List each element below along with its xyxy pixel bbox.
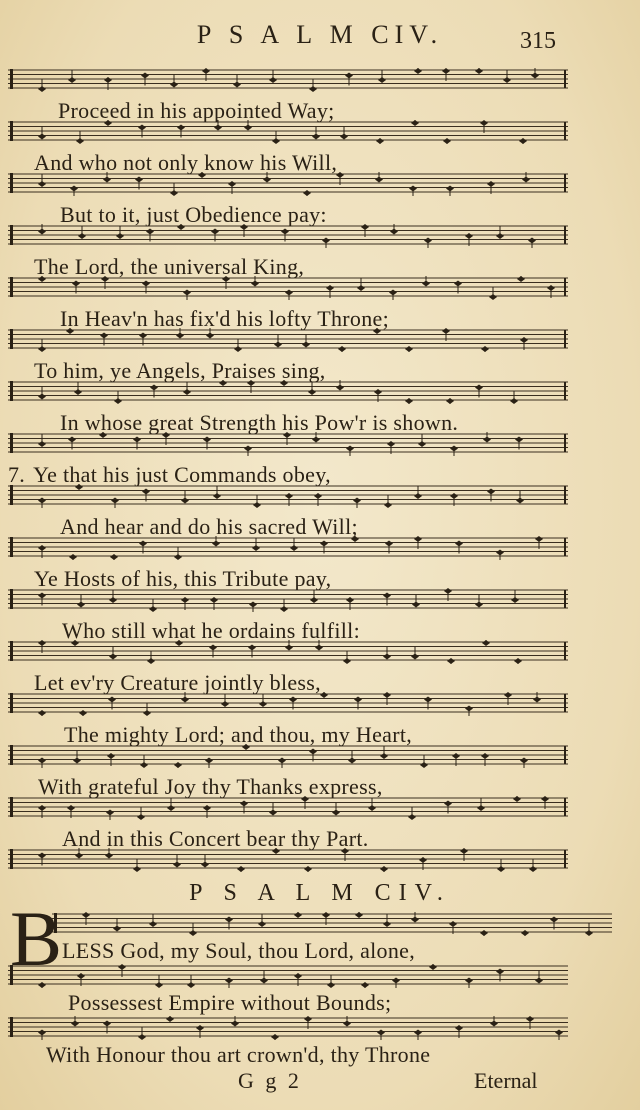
clef-mark [10, 329, 13, 349]
clef-mark [10, 849, 13, 869]
clef-mark [10, 225, 13, 245]
lyric-line [8, 462, 331, 488]
lyric-line [64, 722, 412, 748]
clef-mark [10, 69, 13, 89]
lyric-line [60, 202, 327, 228]
lyric-text: Proceed in his appointed Way; [58, 98, 335, 123]
clef-mark [10, 641, 13, 661]
lyric-line [60, 410, 458, 436]
lyric-line [34, 670, 321, 696]
lyric-line [60, 306, 389, 332]
lyric-text: Ye that his just Commands obey, [33, 462, 331, 487]
music-staff [52, 912, 612, 936]
lyric-text: In Heav'n has fix'd his lofty Throne; [60, 306, 390, 331]
clef-mark [10, 433, 13, 453]
lyric-line [34, 150, 337, 176]
lyric-text: In whose great Strength his Pow'r is shown. [60, 410, 459, 435]
lyric-line [60, 514, 358, 540]
clef-mark [10, 381, 13, 401]
lyric-text: To him, ye Angels, Praises sing, [34, 358, 326, 383]
music-staff [8, 964, 568, 988]
lyric-line [62, 618, 360, 644]
lyric-text: And who not only know his Will, [34, 150, 338, 175]
lyric-line: Possessest Empire without Bounds; [68, 990, 392, 1015]
clef-mark [10, 485, 13, 505]
lyric-text: Who still what he ordains fulfill: [62, 618, 360, 643]
lyric-text: Ye Hosts of his, this Tribute pay, [34, 566, 332, 591]
lyric-line [58, 98, 335, 124]
catchword: Eternal [474, 1068, 538, 1093]
music-staff [8, 68, 568, 92]
clef-mark [10, 797, 13, 817]
lyric-text: The mighty Lord; and thou, my Heart, [64, 722, 413, 747]
lyric-text: But to it, just Obedience pay: [60, 202, 327, 227]
clef-mark [10, 537, 13, 557]
clef-mark [10, 121, 13, 141]
clef-mark [10, 745, 13, 765]
lyric-text: With grateful Joy thy Thanks express, [38, 774, 383, 799]
lyric-text: The Lord, the universal King, [34, 254, 305, 279]
lyric-line [34, 566, 331, 592]
clef-mark [10, 589, 13, 609]
signature-mark: G g 2 [238, 1068, 302, 1093]
page-number: 315 [520, 28, 556, 54]
verse-number: 7. [8, 462, 26, 487]
clef-mark [10, 693, 13, 713]
lyric-line [34, 254, 304, 280]
lyric-text: And in this Concert bear thy Part. [62, 826, 369, 851]
music-staff [8, 1016, 568, 1040]
running-header: P S A L M CIV. [196, 20, 444, 49]
psalm-heading: P S A L M CIV. [189, 880, 451, 906]
clef-mark [10, 277, 13, 297]
lyric-line: LESS God, my Soul, thou Lord, alone, [62, 938, 416, 963]
lyric-text: And hear and do his sacred Will; [60, 514, 358, 539]
drop-capital: B [10, 895, 63, 982]
lyric-line [34, 358, 326, 384]
lyric-line [38, 774, 383, 800]
lyric-text: Let ev'ry Creature jointly bless, [34, 670, 321, 695]
clef-mark [10, 1017, 13, 1037]
lyric-line [62, 826, 369, 852]
lyric-line: With Honour thou art crown'd, thy Throne [46, 1042, 431, 1067]
clef-mark [10, 173, 13, 193]
